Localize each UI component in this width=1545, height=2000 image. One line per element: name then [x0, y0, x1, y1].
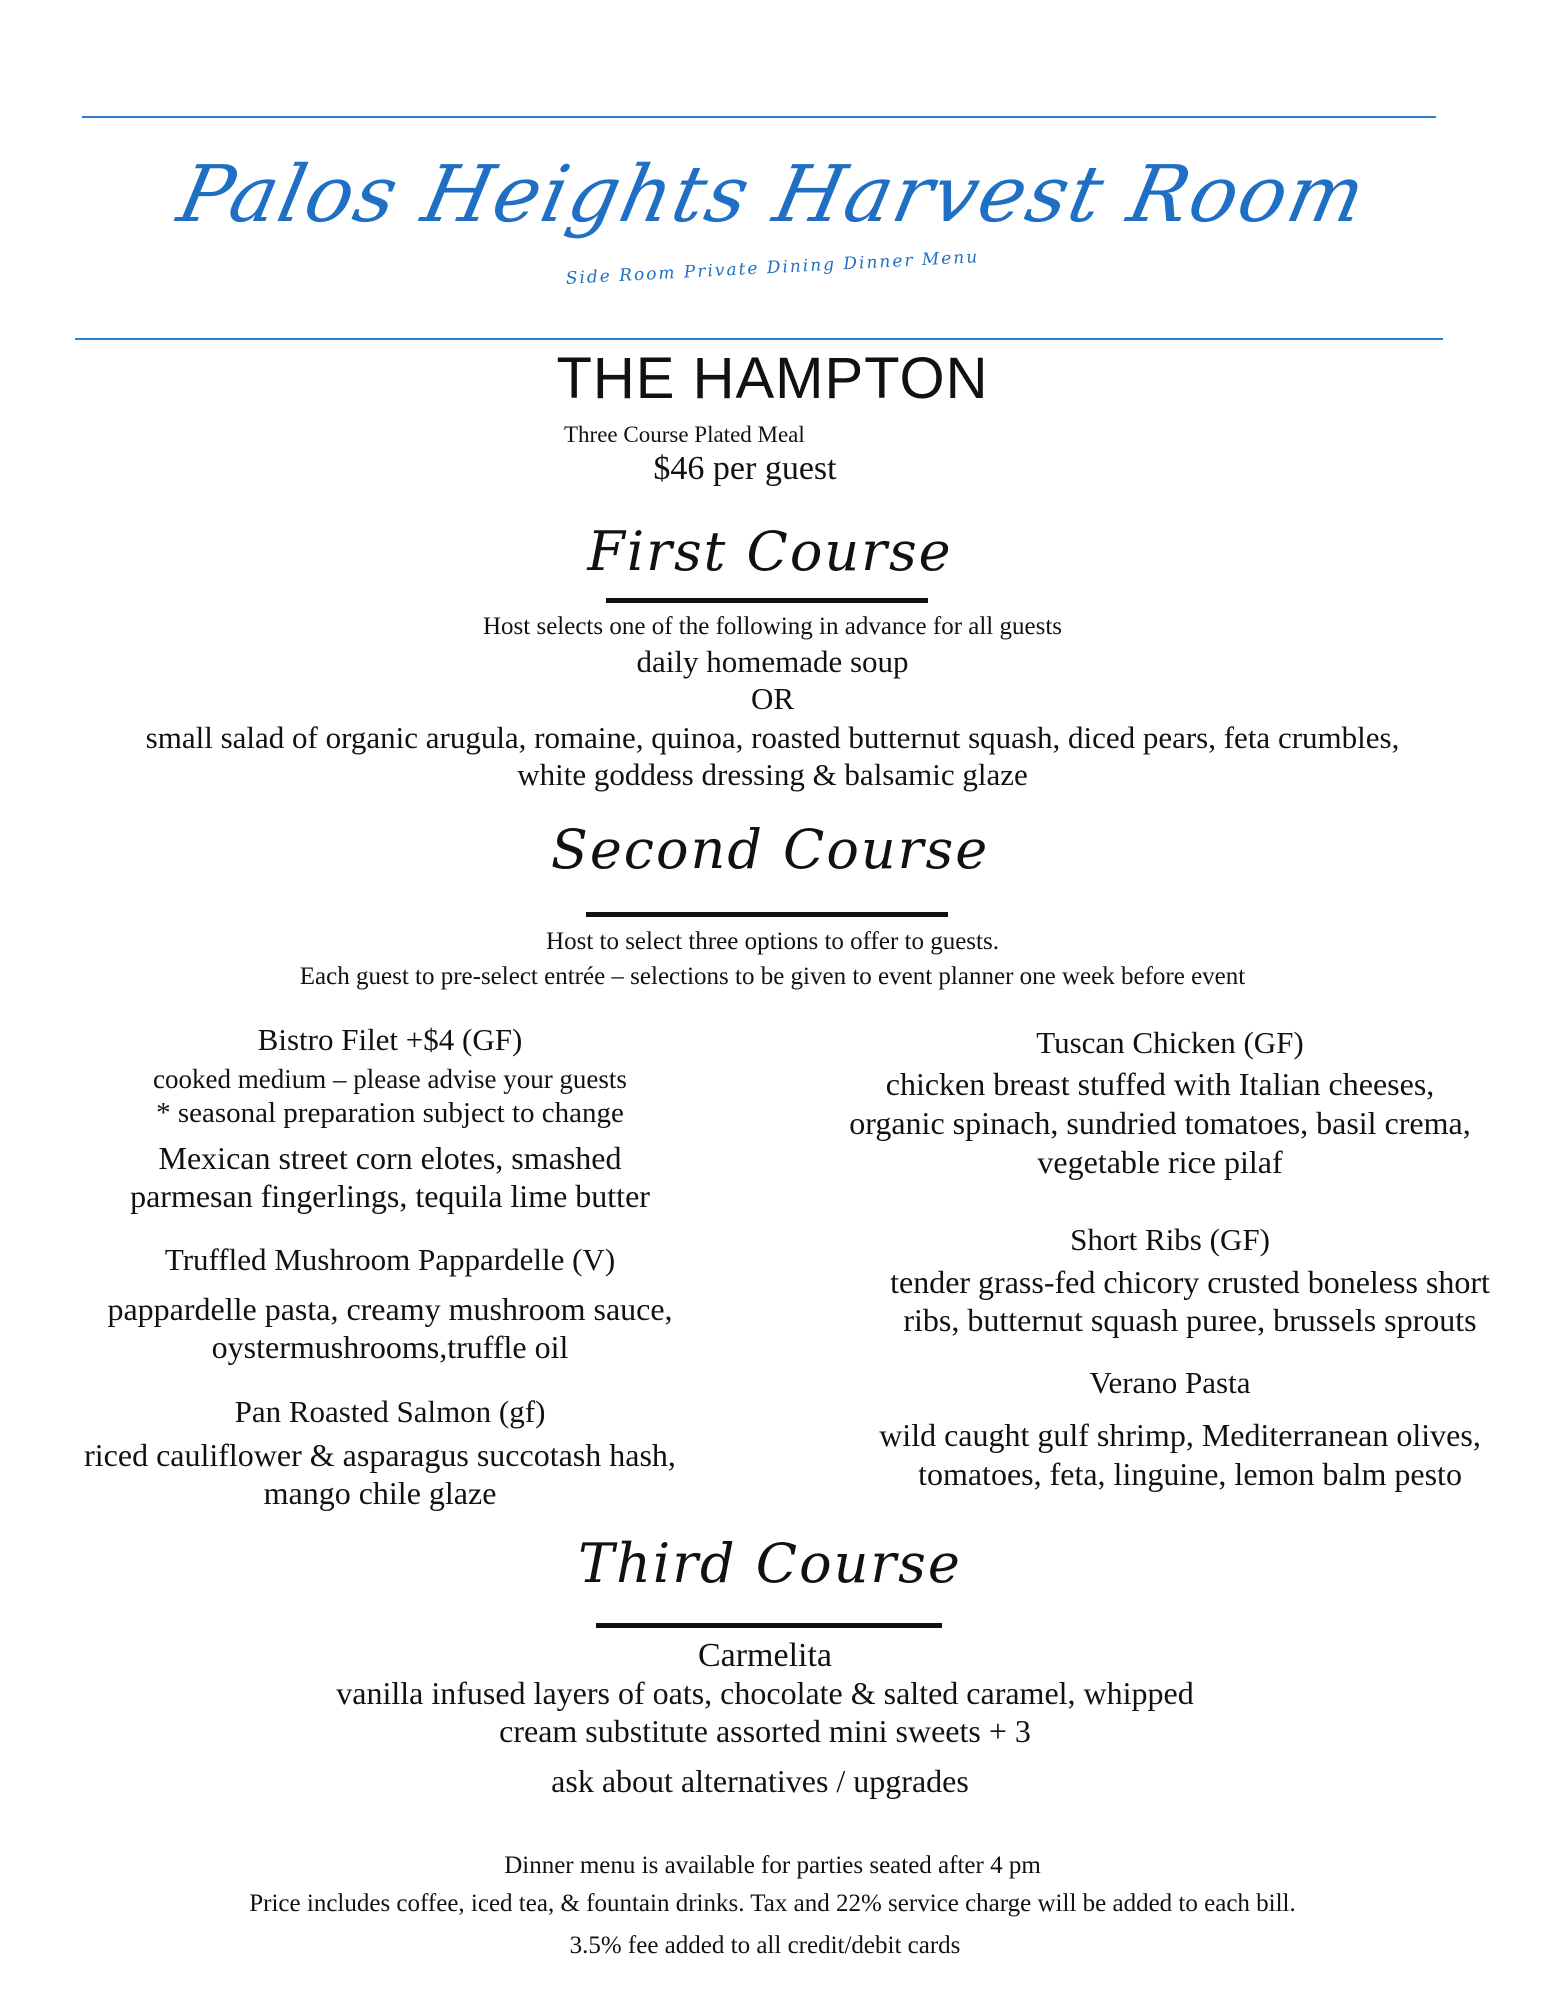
entree-tuscan-chicken-desc-2: organic spinach, sundried tomatoes, basil crema, [849, 1105, 1471, 1141]
entree-verano-pasta-desc-1: wild caught gulf shrimp, Mediterranean olives, [879, 1417, 1481, 1453]
footer-price-includes: Price includes coffee, iced tea, & fountain drinks. Tax and 22% service charge will be added to each bill. [249, 1890, 1296, 1917]
first-course-option-salad-line2: white goddess dressing & balsamic glaze [517, 757, 1028, 792]
footer-availability: Dinner menu is available for parties seated after 4 pm [504, 1852, 1041, 1879]
third-course-heading: Third Course [578, 1532, 962, 1595]
entree-salmon-desc-1: riced cauliflower & asparagus succotash hash, [84, 1437, 676, 1473]
entree-tuscan-chicken-name: Tuscan Chicken (GF) [1036, 1025, 1304, 1060]
header-divider [75, 338, 1443, 340]
first-course-instruction: Host selects one of the following in advance for all guests [482, 613, 1063, 640]
dessert-name: Carmelita [697, 1637, 833, 1674]
entree-bistro-filet-desc-1: Mexican street corn elotes, smashed [158, 1140, 622, 1176]
entree-salmon-desc-2: mango chile glaze [263, 1475, 497, 1511]
first-course-option-soup: daily homemade soup [636, 644, 909, 679]
footer-card-fee: 3.5% fee added to all credit/debit cards [569, 1932, 961, 1959]
entree-short-ribs-name: Short Ribs (GF) [1070, 1222, 1270, 1257]
entree-tuscan-chicken-desc-1: chicken breast stuffed with Italian cheeses, [885, 1066, 1435, 1102]
second-course-instruction-1: Host to select three options to offer to guests. [546, 928, 999, 955]
second-course-heading: Second Course [550, 818, 990, 881]
dessert-desc-2: cream substitute assorted mini sweets + 3 [499, 1713, 1031, 1749]
first-course-option-salad-line1: small salad of organic arugula, romaine, quinoa, roasted butternut squash, diced pears, feta crumbles, [145, 720, 1400, 755]
dessert-alternatives: ask about alternatives / upgrades [551, 1763, 969, 1799]
dessert-desc-1: vanilla infused layers of oats, chocolate & salted caramel, whipped [336, 1675, 1194, 1711]
restaurant-name: Palos Heights Harvest Room [170, 150, 1375, 240]
entree-short-ribs-desc-2: ribs, butternut squash puree, brussels sprouts [903, 1302, 1477, 1338]
entree-bistro-filet-note-1: cooked medium – please advise your guests [153, 1064, 627, 1094]
entree-verano-pasta-desc-2: tomatoes, feta, linguine, lemon balm pesto [918, 1456, 1462, 1492]
restaurant-subtitle: Side Room Private Dining Dinner Menu [565, 247, 980, 289]
first-course-underline [606, 598, 928, 603]
entree-salmon-name: Pan Roasted Salmon (gf) [234, 1394, 546, 1429]
entree-bistro-filet-desc-2: parmesan fingerlings, tequila lime butter [130, 1178, 650, 1214]
menu-price: $46 per guest [653, 450, 837, 487]
first-course-or: OR [750, 681, 795, 716]
first-course-heading: First Course [587, 520, 953, 583]
entree-truffled-pappardelle-desc-2: oystermushrooms,truffle oil [211, 1329, 569, 1365]
menu-subtitle: Three Course Plated Meal [564, 422, 805, 447]
entree-tuscan-chicken-desc-3: vegetable rice pilaf [1037, 1144, 1283, 1180]
entree-bistro-filet-name: Bistro Filet +$4 (GF) [257, 1022, 523, 1057]
entree-truffled-pappardelle-name: Truffled Mushroom Pappardelle (V) [164, 1242, 616, 1277]
second-course-underline [586, 912, 948, 917]
entree-bistro-filet-note-2: * seasonal preparation subject to change [156, 1097, 624, 1129]
entree-short-ribs-desc-1: tender grass-fed chicory crusted boneless short [890, 1264, 1490, 1300]
menu-title: THE HAMPTON [556, 346, 989, 411]
top-divider [82, 116, 1436, 118]
second-course-instruction-2: Each guest to pre-select entrée – selections to be given to event planner one week before event [299, 963, 1246, 990]
entree-verano-pasta-name: Verano Pasta [1089, 1365, 1251, 1400]
entree-truffled-pappardelle-desc-1: pappardelle pasta, creamy mushroom sauce, [107, 1291, 673, 1327]
third-course-underline [596, 1623, 942, 1628]
